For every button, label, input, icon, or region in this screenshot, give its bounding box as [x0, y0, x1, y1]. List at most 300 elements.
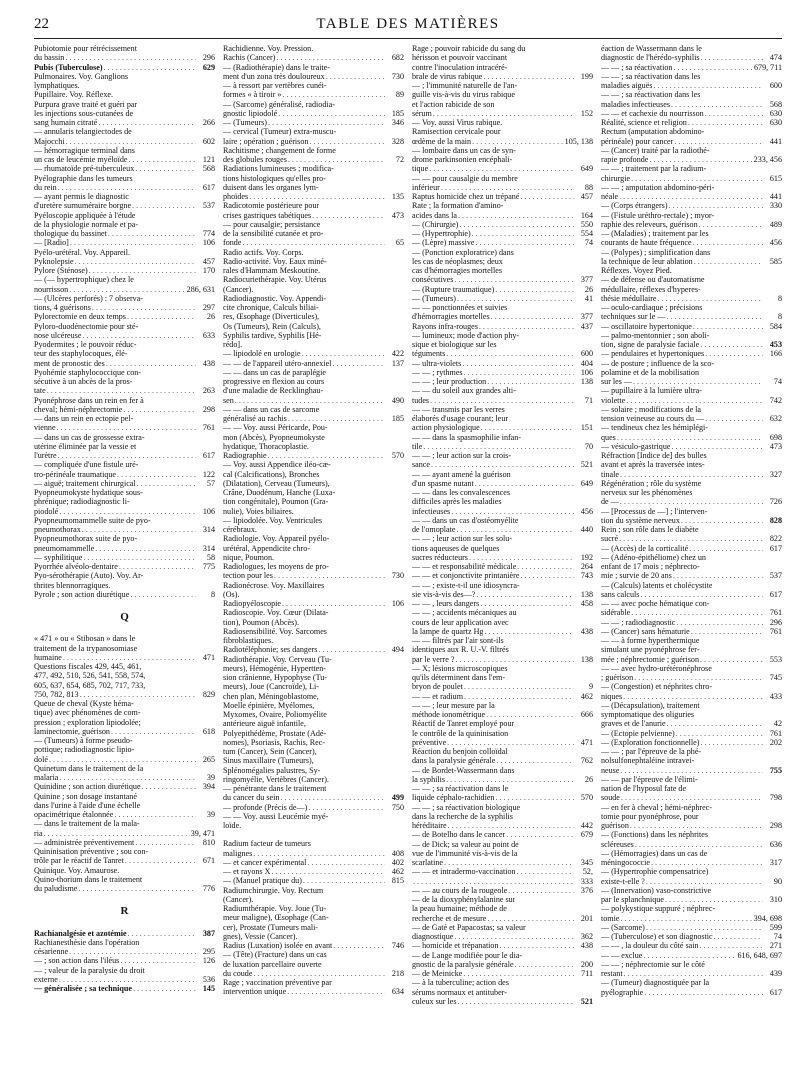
entry-text: tique	[412, 164, 429, 174]
entry-text: violette	[601, 395, 626, 405]
entry-text: — de Botelho dans le cancer	[412, 830, 506, 840]
page-ref: 422	[391, 349, 404, 359]
entry-text: Radiodiagnostic. Voy. Appendi-	[223, 293, 327, 303]
index-entry	[223, 229, 404, 238]
page-ref: 126	[202, 956, 215, 966]
index-entry	[223, 460, 404, 469]
entry-text: gnostic de la paralysie générale	[412, 959, 514, 969]
index-entry	[34, 211, 215, 220]
index-entry	[34, 451, 215, 460]
index-entry	[34, 396, 215, 405]
leader-dots	[278, 109, 385, 118]
index-entry	[601, 229, 782, 238]
entry-text: — et cancer expérimental	[223, 857, 307, 867]
entry-text: drome parkinsonien encéphali-	[412, 155, 513, 164]
page-ref: 439	[769, 969, 782, 978]
page-ref: 568	[202, 164, 215, 174]
page-ref: 297	[202, 303, 215, 312]
entry-text: — — et intradermo-vaccination	[412, 867, 516, 877]
leader-dots	[104, 63, 196, 72]
entry-text: — — ; leur mesure par la	[412, 700, 495, 710]
page-ref: 41	[584, 293, 593, 303]
index-entry	[601, 137, 782, 146]
index-entry	[412, 895, 593, 904]
leader-dots	[520, 192, 574, 201]
page-ref: 570	[391, 451, 404, 460]
leader-dots	[249, 192, 385, 201]
entry-text: loïde.	[223, 821, 242, 830]
entry-text: rales d'Hammam Meskoutine.	[223, 266, 320, 275]
leader-dots	[665, 895, 763, 904]
entry-text: du rein	[34, 182, 57, 192]
leader-dots	[705, 349, 763, 358]
entry-text: enfant de 17 mois ; néphrecto-	[601, 562, 700, 571]
index-entry	[601, 460, 782, 469]
leader-dots	[49, 755, 196, 764]
entry-text: — — ; leur production	[412, 377, 487, 386]
index-entry	[34, 866, 215, 875]
index-entry	[223, 571, 404, 580]
leader-dots	[98, 118, 196, 127]
index-entry	[412, 932, 593, 941]
entry-text: — (Tumeurs) à forme pseudo-	[34, 736, 133, 745]
leader-dots	[458, 997, 574, 1006]
entry-text: — (Chirurgie)	[412, 219, 459, 229]
index-entry	[34, 847, 215, 856]
entry-text: — (Radiothérapie) dans le traite-	[223, 62, 330, 72]
index-entry	[223, 53, 404, 62]
entry-text: — (Innervation) vaso-constrictive	[601, 885, 712, 895]
index-entry	[223, 525, 404, 534]
index-entry	[601, 618, 782, 627]
leader-dots	[423, 442, 574, 451]
entry-text: tomie	[601, 913, 620, 923]
index-entry	[34, 516, 215, 525]
leader-dots	[464, 692, 574, 701]
leader-dots	[619, 534, 763, 543]
index-entry	[34, 137, 215, 146]
leader-dots	[66, 137, 196, 146]
index-entry	[34, 183, 215, 192]
index-entry	[601, 525, 782, 534]
entry-text: Radius (Luxation) isolée en avant	[223, 941, 333, 950]
leader-dots	[82, 525, 196, 534]
leader-dots	[476, 590, 574, 599]
index-entry	[412, 63, 593, 72]
leader-dots	[459, 220, 574, 229]
leader-dots	[651, 858, 763, 867]
page-ref: 730	[391, 71, 404, 81]
index-entry	[412, 211, 593, 220]
leader-dots	[667, 312, 763, 321]
index-entry	[34, 275, 215, 284]
index-entry	[601, 442, 782, 451]
entry-text: — pénétrante dans le traitement	[223, 784, 327, 793]
index-entry	[412, 747, 593, 756]
entry-text: piodolé	[34, 506, 59, 516]
entry-text: la syphilis	[412, 774, 446, 784]
page-ref: 8	[777, 312, 782, 322]
leader-dots	[133, 984, 196, 993]
index-entry	[412, 220, 593, 229]
entry-text: — (Tuberculose) et son diagnostic	[601, 932, 713, 941]
entry-text: duisent dans les organes lym-	[223, 182, 319, 192]
index-entry	[601, 275, 782, 284]
leader-dots	[447, 738, 574, 747]
entry-text: Radiothérapie. Voy. Cerveau (Tu-	[223, 654, 332, 664]
entry-text: un cas de leucémie myéloïde	[34, 155, 128, 164]
entry-text: — — dans un cas d'ostéomyélite	[412, 515, 519, 525]
index-entry	[601, 146, 782, 155]
index-entry	[601, 544, 782, 553]
page-ref: 333	[580, 876, 593, 886]
index-entry	[223, 285, 404, 294]
index-entry	[601, 405, 782, 414]
index-entry	[412, 312, 593, 321]
entry-text: — (Accès) de la corticalité	[601, 543, 689, 553]
index-entry	[601, 608, 782, 617]
leader-dots	[634, 673, 763, 682]
index-entry	[412, 349, 593, 358]
leader-dots	[58, 451, 196, 460]
index-entry	[412, 793, 593, 802]
index-entry	[223, 627, 404, 636]
index-entry	[412, 340, 593, 349]
leader-dots	[700, 738, 763, 747]
entry-text: — — pour causalgie du membre	[412, 173, 518, 183]
leader-dots	[699, 220, 763, 229]
leader-dots	[130, 590, 196, 599]
entry-text: nomes), Psoriasis, Rachis, Rec-	[223, 737, 326, 747]
index-entry	[601, 100, 782, 109]
entry-text: d'une maladie de Recklinghau-	[223, 386, 324, 396]
page-ref: 570	[580, 793, 593, 803]
entry-text: Queue de cheval (Kyste héma-	[34, 699, 134, 708]
entry-text: Purpura grave traité et guéri par	[34, 99, 138, 109]
page-ref: 263	[202, 386, 215, 396]
page-ref: 362	[580, 932, 593, 941]
index-entry	[223, 553, 404, 562]
index-entry	[412, 359, 593, 368]
leader-dots	[620, 914, 752, 923]
index-entry	[223, 969, 404, 978]
page-ref: 377	[580, 312, 593, 322]
page-ref: 57	[206, 478, 215, 488]
page-ref: 218	[391, 968, 404, 978]
page-ref: 402	[391, 857, 404, 867]
entry-text: thrites blennorragiques.	[34, 580, 111, 590]
index-entry	[34, 266, 215, 275]
page-ref: 72	[395, 155, 404, 164]
entry-text: — (Cancer) traité par la radiothé-	[601, 145, 710, 155]
index-entry	[223, 766, 404, 775]
leader-dots	[83, 553, 196, 562]
entry-text: tion du système nerveux	[601, 515, 680, 525]
index-entry	[34, 634, 215, 643]
index-entry	[34, 956, 215, 965]
entry-text: — compliquée d'une fistule uré-	[34, 460, 139, 470]
entry-text: ringomyélie, Vertèbres (Cancer).	[223, 774, 329, 784]
index-entry	[601, 377, 782, 386]
index-entry	[601, 978, 782, 987]
index-entry	[34, 164, 215, 173]
page-ref: 74	[773, 932, 782, 941]
index-entry	[601, 211, 782, 220]
entry-text: — — ; rythmes	[412, 367, 463, 377]
index-entry	[223, 784, 404, 793]
index-entry	[223, 155, 404, 164]
entry-text: — — Voy. aussi Leucémie myé-	[223, 811, 329, 821]
entry-text: Radium facteur de tumeurs	[223, 839, 311, 849]
page-ref: 314	[202, 525, 215, 534]
entry-text: Pyodermites ; le pouvoir réduc-	[34, 340, 137, 349]
index-entry	[412, 229, 593, 238]
entry-text: formes « à tiroir »	[223, 90, 282, 100]
index-entry	[601, 821, 782, 830]
index-entry	[34, 81, 215, 90]
entry-text: Régénération ; rôle du système	[601, 478, 702, 488]
entry-text: thésie médullaire	[601, 293, 657, 303]
index-entry	[601, 63, 782, 72]
page-ref: 471	[202, 652, 215, 662]
entry-text: 605, 637, 654, 685, 702, 717, 733,	[34, 680, 146, 690]
entry-text: meurs), Hémogénie, Hypertten-	[223, 663, 326, 673]
entry-text: Pylore (Sténose)	[34, 266, 88, 275]
entry-text: tinale	[601, 469, 619, 479]
page-ref: 89	[395, 90, 404, 100]
index-entry	[34, 118, 215, 127]
entry-text: laire ; opération ; guérison	[223, 136, 309, 146]
entry-text: de —	[601, 497, 619, 507]
page-ref: 632	[769, 414, 782, 423]
index-entry	[223, 516, 404, 525]
page-ref: 328	[391, 136, 404, 146]
index-entry	[34, 229, 215, 238]
index-entry	[412, 562, 593, 571]
page-ref: 202	[769, 737, 782, 747]
page-ref: 649	[580, 164, 593, 174]
page-ref: 138	[580, 589, 593, 599]
entry-text: — — ; sa réactivation biologique	[412, 802, 521, 812]
leader-dots	[646, 923, 763, 932]
leader-dots	[95, 544, 196, 553]
index-entry	[412, 164, 593, 173]
index-entry	[223, 192, 404, 201]
entry-text: de la physiologie normale et pa-	[34, 219, 139, 229]
index-entry	[601, 858, 782, 867]
index-entry	[223, 756, 404, 765]
page-ref: 746	[391, 941, 404, 950]
entry-text: la technique de leur ablation	[601, 256, 693, 266]
leader-dots	[308, 803, 385, 812]
leader-dots	[454, 275, 574, 284]
entry-text: — (Cancer) sans hématurie	[601, 626, 690, 636]
leader-dots	[620, 470, 763, 479]
page-ref: 521	[580, 996, 593, 1006]
entry-text: — (Tumeurs)	[412, 293, 456, 303]
entry-text: — profonde (Précis de—)	[223, 802, 308, 812]
page-ref: 296	[202, 53, 215, 63]
leader-dots	[135, 838, 196, 847]
entry-text: méthode ionométrique	[412, 710, 486, 719]
index-entry	[412, 238, 593, 247]
index-entry	[223, 812, 404, 821]
entry-text: Quinine ; son dosage instantané	[34, 791, 137, 801]
index-entry	[412, 738, 593, 747]
page-ref: 298	[769, 821, 782, 830]
index-entry	[412, 821, 593, 830]
index-entry	[34, 146, 215, 155]
index-entry	[601, 155, 782, 164]
page-ref: 711	[581, 969, 593, 978]
page-ref: 521	[580, 460, 593, 470]
leader-dots	[44, 829, 190, 838]
entry-text: — — avec hydro-urétéronéphrose	[601, 663, 712, 673]
index-entry	[601, 895, 782, 904]
index-entry	[412, 377, 593, 386]
entry-text: — (Hypertrophie)	[412, 229, 471, 238]
index-entry	[34, 801, 215, 810]
index-entry	[412, 553, 593, 562]
leader-dots	[57, 423, 196, 432]
entry-text: — (Fistule uréthro-rectale) ; myor-	[601, 210, 715, 220]
entry-text: Pyorrhée alvéolo-dentaire	[34, 562, 118, 571]
leader-dots	[58, 183, 196, 192]
index-entry	[34, 53, 215, 62]
page-ref: 726	[769, 497, 782, 507]
index-entry	[223, 137, 404, 146]
entry-text: Radioscopie. Voy. Cœur (Dilata-	[223, 608, 329, 618]
leader-dots	[694, 257, 763, 266]
entry-text: mie ; survie de 20 ans	[601, 571, 672, 581]
entry-text: courants de haute fréquence	[601, 238, 692, 248]
entry-text: — dans un cas de grossesse extra-	[34, 432, 145, 442]
entry-text: pneumomammelle	[34, 543, 95, 553]
entry-text: sen	[223, 395, 234, 405]
leader-dots	[491, 312, 574, 321]
entry-text: mon (Abcès), Pyopneumokyste	[223, 432, 325, 442]
index-entry	[223, 849, 404, 858]
leader-dots	[496, 756, 574, 765]
index-entry	[601, 701, 782, 710]
index-entry	[412, 729, 593, 738]
page-ref: 39	[206, 810, 215, 819]
index-entry	[601, 433, 782, 442]
entry-text: généralisé au rachis	[223, 414, 287, 423]
page-ref: 633	[202, 330, 215, 340]
page-ref: 742	[769, 395, 782, 405]
leader-dots	[623, 692, 763, 701]
index-entry	[223, 377, 404, 386]
entry-text: Rachitisme ; changement de forme	[223, 145, 336, 155]
entry-text: Splénomégalies palustres, Sy-	[223, 765, 321, 775]
index-entry	[223, 303, 404, 312]
entry-text: — — Voy. aussi Péricarde, Pou-	[223, 423, 328, 433]
index-entry	[223, 904, 404, 913]
entry-text: — — ; par l'épreuve de la phé-	[601, 747, 702, 756]
page-ref: 377	[580, 275, 593, 285]
entry-text: — (Décapsulation), traitement	[601, 700, 700, 710]
leader-dots	[705, 414, 763, 423]
entry-text: — (Lèpre) massive	[412, 238, 475, 248]
leader-dots	[693, 238, 763, 247]
index-entry	[412, 155, 593, 164]
index-entry	[34, 838, 215, 847]
entry-text: Radiographie	[223, 451, 267, 460]
index-entry	[34, 764, 215, 773]
entry-text: Pyrole ; son action diurétique	[34, 589, 130, 599]
page-ref: 494	[391, 645, 404, 655]
entry-text: tion, signe de paralysie faciale	[601, 340, 700, 349]
index-entry	[34, 109, 215, 118]
section-letter: Q	[120, 611, 129, 623]
entry-text: — (Hémorragies) dans un cas de	[601, 848, 708, 858]
index-entry	[412, 109, 593, 118]
entry-text: — — , la douleur du côté sain	[601, 941, 699, 951]
index-entry	[34, 201, 215, 210]
leader-dots	[633, 377, 763, 386]
index-entry	[34, 90, 215, 99]
leader-dots	[486, 710, 574, 719]
index-entry	[223, 839, 404, 848]
index-entry	[601, 655, 782, 664]
entry-text: — — dans la spasmophilie infan-	[412, 432, 522, 442]
entry-text: — (Sarcome)	[601, 922, 645, 932]
index-entry	[34, 127, 215, 136]
entry-text: (Dilatation), Cerveau (Tumeurs),	[223, 478, 330, 488]
index-entry	[34, 100, 215, 109]
entry-text: — de Gaté et Papacostas; sa valeur	[412, 922, 526, 932]
entry-text: — aiguë; traitement chirurgical	[34, 478, 136, 488]
index-entry	[34, 294, 215, 303]
index-entry	[601, 534, 782, 543]
index-entry	[223, 590, 404, 599]
index-columns	[34, 44, 782, 1074]
index-entry	[34, 433, 215, 442]
index-entry	[412, 53, 593, 62]
index-entry	[601, 386, 782, 395]
leader-dots	[47, 386, 196, 395]
entry-text: et l'action rabicide de son	[412, 99, 495, 109]
index-entry	[34, 544, 215, 553]
leader-dots	[495, 793, 574, 802]
entry-text: guérison	[601, 821, 629, 830]
entry-text: — (Polypes) ; simplification dans	[601, 247, 711, 257]
index-entry	[223, 960, 404, 969]
index-entry	[223, 645, 404, 654]
index-entry	[34, 322, 215, 331]
index-entry	[34, 63, 215, 72]
page-ref: 810	[202, 837, 215, 847]
index-entry	[412, 192, 593, 201]
leader-dots	[517, 562, 574, 571]
page-ref: 553	[769, 654, 782, 664]
page-ref: 617	[769, 543, 782, 553]
leader-dots	[288, 414, 385, 423]
entry-text: — de défense ou d'automatisme	[601, 275, 705, 285]
index-entry	[223, 396, 404, 405]
entry-text: des globules rouges	[223, 155, 287, 164]
index-entry	[412, 719, 593, 728]
page-ref: 185	[391, 414, 404, 423]
index-entry	[601, 238, 782, 247]
index-entry	[223, 664, 404, 673]
entry-text: méningococcie	[601, 858, 650, 867]
page-ref: 74	[773, 377, 782, 386]
index-entry	[601, 553, 782, 562]
index-entry	[412, 830, 593, 839]
page-ref: 617	[202, 182, 215, 192]
